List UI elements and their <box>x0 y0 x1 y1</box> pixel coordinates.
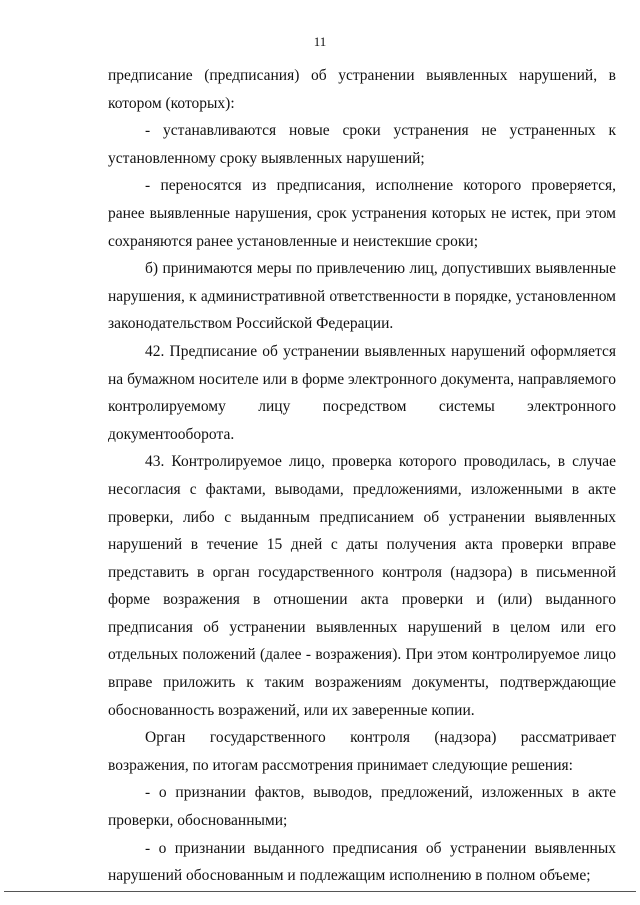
paragraph-clause-43: 43. Контролируемое лицо, проверка которого проводилась, в случае несогласия с фактами, выводами, предложениями, изложенными в акте проверки, либо с выданным предписанием об устранении выявленных нарушений в течение 15 дней с даты получения акта проверки вправе представить в орган государственного контроля (надзора) в письменной форме возражения в отношении акта проверки и (или) выданного предписания об устранении выявленных нарушений в целом или его отдельных положений (далее - возражения). При этом контролируемое лицо вправе приложить к таким возражениям документы, подтверждающие обоснованность возражений, или их заверенные копии. <box>108 453 616 719</box>
paragraph-decision-prescription: - о признании выданного предписания об устранении выявленных нарушений обоснованным и подлежащим исполнению в полном объеме; <box>108 839 616 885</box>
paragraph-transferred-violations: - переносятся из предписания, исполнение которого проверяется, ранее выявленные нарушения, срок устранения которых не истек, при этом сохраняются ранее установленные и неистекшие сроки; <box>108 177 616 250</box>
paragraph-prescription-intro: предписание (предписания) об устранении выявленных нарушений, в котором (которых): <box>108 67 616 112</box>
page-number: 11 <box>313 34 327 49</box>
paragraph-clause-42: 42. Предписание об устранении выявленных нарушений оформляется на бумажном носителе или в форме электронного документа, направляемого контролируемому лицу посредством системы электронного <box>108 342 616 416</box>
paragraph-clause-42-end: документооборота. <box>108 425 235 443</box>
paragraph-authority-decisions: Орган государственного контроля (надзора) рассматривает возражения, по итогам рассмотрения принимает следующие решения: <box>108 729 616 774</box>
document-body <box>108 62 616 890</box>
paragraph-new-deadlines: - устанавливаются новые сроки устранения не устраненных к установленному сроку выявленных нарушений; <box>108 122 616 167</box>
paragraph-administrative-liability: б) принимаются меры по привлечению лиц, допустивших выявленные нарушения, к административной ответственности в порядке, установленном законодательством Российской Федерации. <box>108 260 616 333</box>
bottom-scan-line <box>4 891 636 892</box>
paragraph-decision-facts: - о признании фактов, выводов, предложений, изложенных в акте проверки, обоснованными; <box>108 784 616 830</box>
